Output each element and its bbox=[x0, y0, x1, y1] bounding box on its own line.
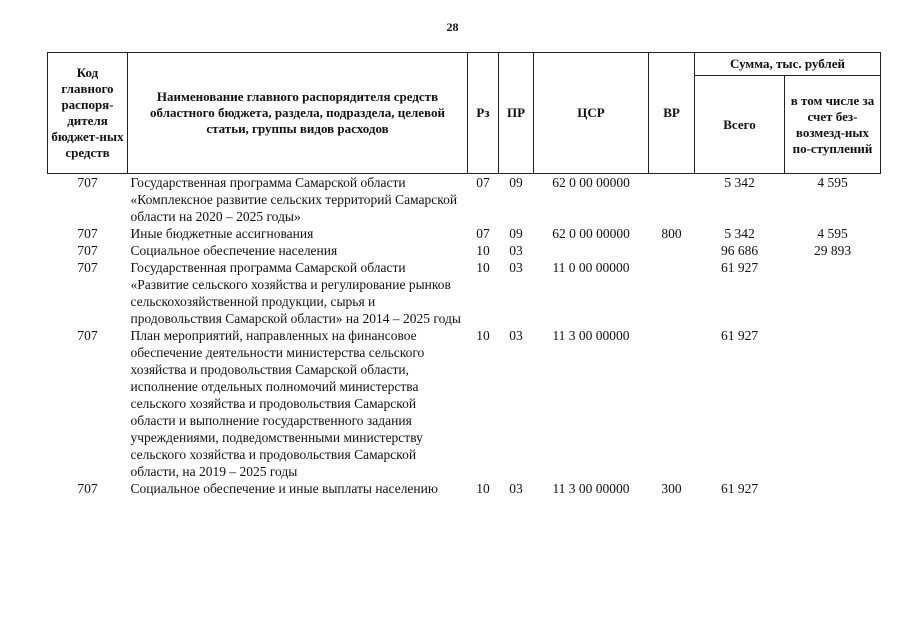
header-rz: Рз bbox=[468, 53, 499, 174]
header-pr: ПР bbox=[499, 53, 534, 174]
cell-name: Иные бюджетные ассигнования bbox=[130, 226, 314, 241]
table-row bbox=[48, 174, 881, 226]
header-total: Всего bbox=[695, 76, 785, 174]
table-row bbox=[48, 259, 881, 327]
cell-total: 61 927 bbox=[720, 328, 759, 343]
cell-total: 5 342 bbox=[724, 226, 755, 241]
table-body bbox=[48, 174, 881, 498]
cell-rz: 07 bbox=[476, 175, 490, 190]
cell-name: Государственная программа Самарской области «Развитие сельского хозяйства и регулирование рынков сельскохозяйственной продукции, сырья и продовольствия Самарской области» на 2014 – 2025 годы bbox=[130, 260, 461, 326]
cell-rz: 10 bbox=[476, 328, 490, 343]
header-csr: ЦСР bbox=[534, 53, 649, 174]
cell-rz: 10 bbox=[476, 481, 490, 496]
cell-vr bbox=[649, 259, 695, 327]
table-row bbox=[48, 480, 881, 497]
header-vr: ВР bbox=[649, 53, 695, 174]
header-sum-group: Сумма, тыс. рублей bbox=[695, 53, 881, 76]
cell-vr bbox=[649, 327, 695, 480]
cell-free bbox=[785, 480, 881, 497]
cell-code: 707 bbox=[77, 328, 98, 343]
cell-code: 707 bbox=[77, 226, 98, 241]
cell-total: 61 927 bbox=[720, 481, 759, 496]
cell-free bbox=[785, 327, 881, 480]
cell-code: 707 bbox=[77, 243, 98, 258]
cell-name: Социальное обеспечение и иные выплаты населению bbox=[130, 481, 438, 496]
cell-free bbox=[785, 259, 881, 327]
cell-name: Государственная программа Самарской области «Комплексное развитие сельских территорий Самарской области на 2020 – 2025 годы» bbox=[130, 175, 458, 224]
cell-free: 4 595 bbox=[817, 226, 848, 241]
cell-total: 96 686 bbox=[720, 243, 759, 258]
cell-name: Социальное обеспечение населения bbox=[130, 243, 338, 258]
cell-pr: 09 bbox=[509, 226, 523, 241]
cell-vr bbox=[649, 174, 695, 226]
table-row bbox=[48, 327, 881, 480]
table-header bbox=[48, 53, 881, 174]
cell-pr: 03 bbox=[509, 328, 523, 343]
cell-csr: 62 0 00 00000 bbox=[552, 175, 630, 190]
header-code: Код главного распоря-дителя бюджет-ных средств bbox=[48, 53, 128, 174]
cell-pr: 03 bbox=[509, 481, 523, 496]
cell-total: 5 342 bbox=[724, 175, 755, 190]
cell-pr: 03 bbox=[509, 243, 523, 258]
cell-name: План мероприятий, направленных на финансовое обеспечение деятельности министерства сельского хозяйства и продовольствия Самарской области, исполнение отдельных полномочий министерства сельского хозяйства и продовольствия Самарской области и выполнение государственного задания учреждениями, подведомственными министерству сельского хозяйства и продовольствия Самарской области, на 2019 – 2025 годы bbox=[130, 328, 425, 479]
cell-code: 707 bbox=[77, 260, 98, 275]
cell-csr: 11 3 00 00000 bbox=[552, 481, 630, 496]
cell-csr: 62 0 00 00000 bbox=[552, 226, 630, 241]
page-number: 28 bbox=[446, 20, 459, 34]
cell-csr bbox=[534, 242, 649, 259]
cell-pr: 09 bbox=[509, 175, 523, 190]
table-row bbox=[48, 225, 881, 242]
cell-csr: 11 3 00 00000 bbox=[552, 328, 630, 343]
cell-rz: 07 bbox=[476, 226, 490, 241]
cell-free: 29 893 bbox=[813, 243, 852, 258]
cell-vr bbox=[649, 242, 695, 259]
cell-vr: 300 bbox=[661, 481, 682, 496]
cell-rz: 10 bbox=[476, 260, 490, 275]
budget-table bbox=[47, 52, 881, 497]
header-incl-free: в том числе за счет без-возмезд-ных по-ступлений bbox=[785, 76, 881, 174]
cell-code: 707 bbox=[77, 175, 98, 190]
cell-pr: 03 bbox=[509, 260, 523, 275]
cell-free: 4 595 bbox=[817, 175, 848, 190]
cell-csr: 11 0 00 00000 bbox=[552, 260, 630, 275]
cell-vr: 800 bbox=[661, 226, 682, 241]
table-row bbox=[48, 242, 881, 259]
header-name: Наименование главного распорядителя средств областного бюджета, раздела, подраздела, целевой статьи, группы видов расходов bbox=[128, 53, 468, 174]
cell-code: 707 bbox=[77, 481, 98, 496]
cell-total: 61 927 bbox=[720, 260, 759, 275]
cell-rz: 10 bbox=[476, 243, 490, 258]
